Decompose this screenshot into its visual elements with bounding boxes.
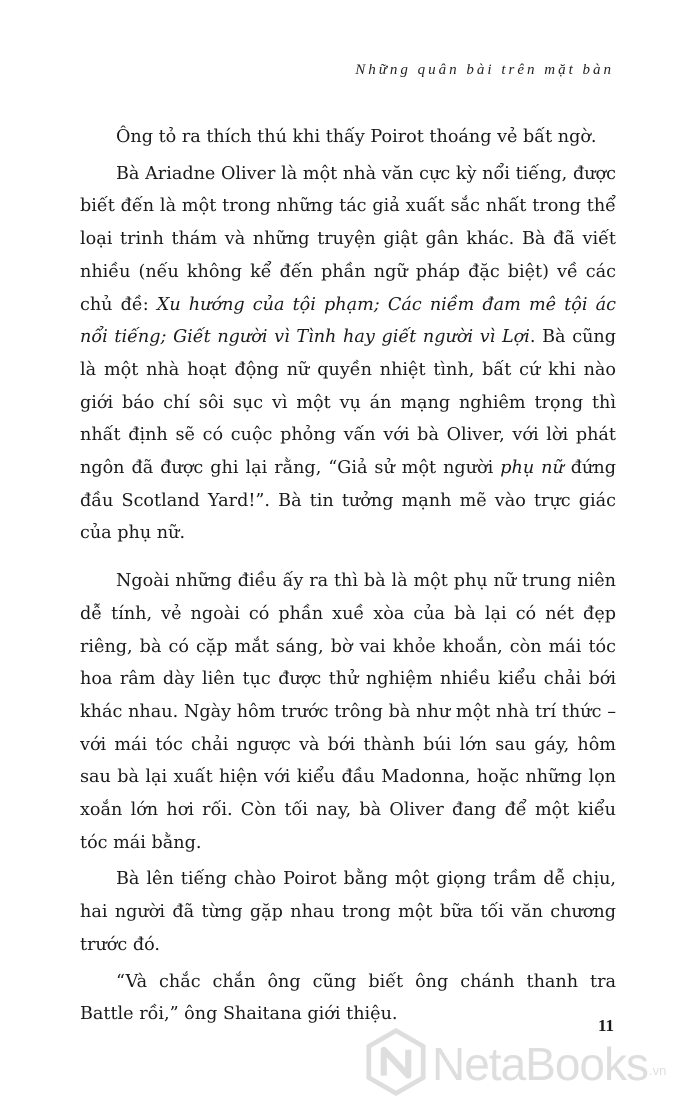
paragraph <box>80 121 616 154</box>
paragraph <box>80 158 616 550</box>
text-segment: Bà lên tiếng chào Poirot bằng một giọng trầm dễ chịu, hai người đã từng gặp nhau trong một bữa tối văn chương trước đó. <box>80 869 616 955</box>
text-segment: Ông tỏ ra thích thú khi thấy Poirot thoáng vẻ bất ngờ. <box>116 127 597 147</box>
watermark-brand: NetaBooks <box>432 1038 649 1090</box>
text-segment: . Bà cũng là một nhà hoạt động nữ quyền nhiệt tình, bất cứ khi nào giới báo chí sôi sục vì một vụ án mạng nghiêm trọng thì nhất định sẽ có cuộc phỏng vấn với bà Oliver, với lời phát ngôn đã được ghi lại rằng, “Giả sử một người <box>80 327 616 479</box>
italic-text-segment: Xu hướng của tội phạm; Các niềm đam mê tội ác nổi tiếng; Giết người vì Tình hay giết người vì Lợi <box>80 294 616 348</box>
text-segment: “Và chắc chắn ông cũng biết ông chánh thanh tra Battle rồi,” ông Shaitana giới thiệu. <box>80 971 616 1025</box>
watermark-suffix: .vn <box>649 1063 667 1078</box>
page-number: 11 <box>597 1016 614 1035</box>
paragraph <box>80 966 616 1031</box>
body-text <box>80 121 616 1031</box>
paragraph <box>80 863 616 961</box>
text-segment: Ngoài những điều ấy ra thì bà là một phụ nữ trung niên dễ tính, vẻ ngoài có phần xuề xòa của bà lại có nét đẹp riêng, bà có cặp mắt sáng, bờ vai khỏe khoắn, còn mái tóc hoa râm dày liên tục được thử nghiệm nhiều kiểu chải bới khác nhau. Ngày hôm trước trông bà như một nhà trí thức – với mái tóc chải ngược và bới thành búi lớn sau gáy, hôm sau bà lại xuất hiện với kiểu đầu Madonna, hoặc những lọn xoắn lớn hơi rối. Còn tối nay, bà Oliver đang để một kiểu tóc mái bằng. <box>80 571 616 853</box>
text-segment: Bà Ariadne Oliver là một nhà văn cực kỳ nổi tiếng, được biết đến là một trong những tác giả xuất sắc nhất trong thể loại trinh thám và những truyện giật gân khác. Bà đã viết nhiều (nếu không kể đến phần ngữ pháp đặc biệt) về các chủ đề: <box>80 163 616 315</box>
netabooks-logo-icon <box>362 1028 430 1096</box>
running-header: Những quân bài trên mặt bàn <box>355 62 614 78</box>
text-segment: đứng đầu Scotland Yard!”. Bà tin tưởng mạnh mẽ vào trực giác của phụ nữ. <box>80 458 616 544</box>
paragraph <box>80 565 616 859</box>
watermark <box>362 1022 692 1102</box>
italic-text-segment: phụ nữ <box>500 458 564 479</box>
